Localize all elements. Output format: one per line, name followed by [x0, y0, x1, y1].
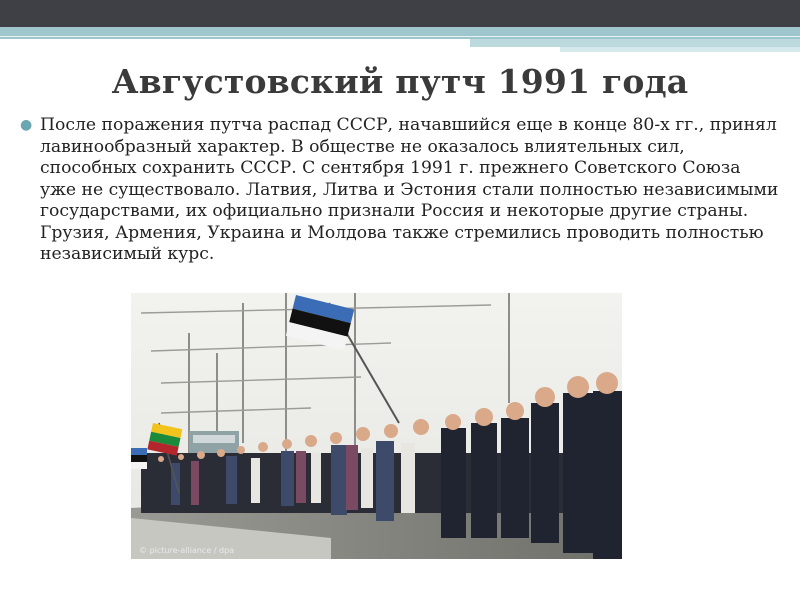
bullet-dot-icon: ● [20, 117, 33, 133]
header-bar-dark [0, 0, 800, 27]
baltic-way-photo [131, 293, 622, 559]
slide-title: Августовский путч 1991 года [111, 62, 689, 101]
header-bar-accent-light [560, 47, 800, 52]
header-bar-teal [0, 27, 800, 39]
header-bar-accent [470, 39, 800, 47]
bullet-list [20, 115, 780, 266]
photo-illustration [131, 293, 622, 559]
photo-watermark: © picture-alliance / dpa [139, 546, 235, 555]
bullet-text: После поражения путча распад СССР, начавшийся еще в конце 80-х гг., принял лавинообразный характер. В обществе не оказалось влиятельных сил, способных сохранить СССР. С сентября 1991 г. прежнего Советского Союза уже не существовало. Латвия, Литва и Эстония стали полностью независимыми государствами, их официально признали Россия и некоторые другие страны. Грузия, Армения, Украина и Молдова также стремились проводить полностью независимый курс. [40, 115, 779, 264]
header-divider [0, 36, 800, 37]
